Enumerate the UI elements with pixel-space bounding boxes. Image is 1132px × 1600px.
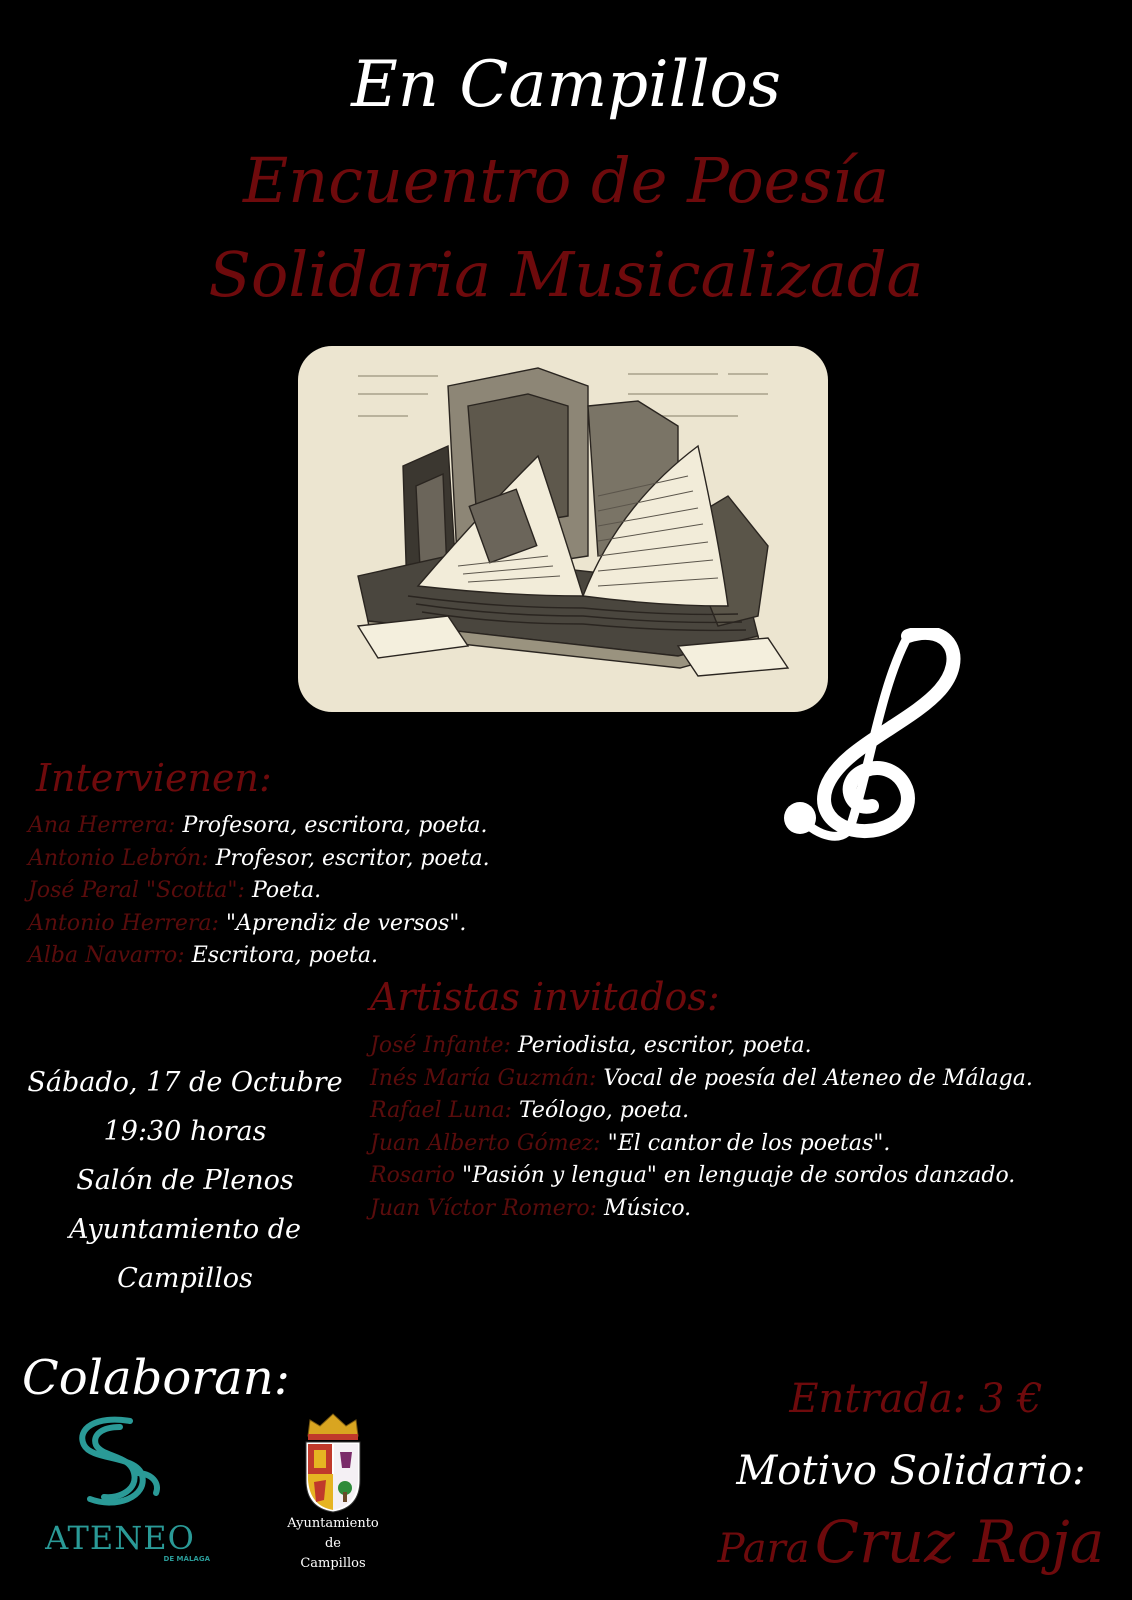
ayuntamiento-line-3: Campillos xyxy=(300,1556,366,1571)
ateneo-name: ATENEO xyxy=(45,1519,195,1557)
cruz-roja-label: Cruz Roja xyxy=(814,1508,1105,1576)
ateneo-symbol-icon xyxy=(26,1415,214,1515)
treble-clef-icon xyxy=(780,628,980,844)
person-name: Alba Navarro: xyxy=(28,943,185,968)
artist-description: "El cantor de los poetas". xyxy=(600,1130,891,1156)
person-name: Ana Herrera: xyxy=(28,813,176,838)
person-name: José Peral "Scotta": xyxy=(28,878,245,903)
artist-description: Vocal de poesía del Ateneo de Málaga. xyxy=(596,1065,1033,1091)
list-item xyxy=(28,810,490,843)
person-description: "Aprendiz de versos". xyxy=(218,910,467,936)
campillos-coat-of-arms-icon xyxy=(300,1410,366,1514)
ateneo-subtitle: DE MÁLAGA xyxy=(163,1555,210,1563)
title-line-2: Encuentro de Poesía xyxy=(243,144,889,217)
cruz-roja-line xyxy=(690,1508,1132,1576)
person-name: Antonio Lebrón: xyxy=(28,845,209,871)
intervienen-list xyxy=(28,810,490,973)
artist-name: Juan Alberto Gómez: xyxy=(370,1130,601,1156)
artist-description: Teólogo, poeta. xyxy=(511,1098,690,1123)
books-illustration xyxy=(298,346,828,712)
open-books-engraving-icon xyxy=(298,346,828,712)
list-item xyxy=(28,875,490,908)
artist-name: Inés María Guzmán: xyxy=(370,1065,597,1091)
title-line-1: En Campillos xyxy=(351,48,781,122)
list-item xyxy=(370,1030,1033,1063)
motivo-solidario: Motivo Solidario: xyxy=(736,1448,1086,1494)
person-description: Poeta. xyxy=(244,878,322,903)
entrada-price: Entrada: 3 € xyxy=(789,1376,1043,1422)
person-description: Profesor, escritor, poeta. xyxy=(208,845,490,871)
event-place-line-1: Salón de Plenos xyxy=(76,1165,294,1196)
list-item xyxy=(28,908,490,941)
artist-name: Juan Víctor Romero: xyxy=(370,1195,597,1221)
artistas-list xyxy=(370,1030,1033,1225)
list-item xyxy=(370,1063,1033,1096)
list-item xyxy=(28,843,490,876)
list-item xyxy=(28,940,490,973)
person-description: Escritora, poeta. xyxy=(184,943,378,968)
artist-name: Rafael Luna: xyxy=(370,1098,512,1123)
artistas-heading: Artistas invitados: xyxy=(370,975,720,1019)
artist-description: "Pasión y lengua" en lenguaje de sordos danzado. xyxy=(455,1163,1016,1188)
ayuntamiento-line-1: Ayuntamiento xyxy=(287,1516,379,1531)
artist-description: Músico. xyxy=(596,1195,692,1221)
intervienen-heading: Intervienen: xyxy=(36,756,272,800)
event-place-line-3: Campillos xyxy=(117,1263,253,1294)
event-info xyxy=(20,1058,350,1303)
ayuntamiento-label xyxy=(270,1514,396,1574)
artist-name: Rosario xyxy=(370,1163,456,1188)
artist-description: Periodista, escritor, poeta. xyxy=(510,1033,812,1058)
ayuntamiento-line-2: de xyxy=(324,1536,341,1551)
list-item xyxy=(370,1095,1033,1128)
event-time: 19:30 horas xyxy=(103,1116,267,1147)
event-place-line-2: Ayuntamiento de xyxy=(69,1214,301,1245)
person-description: Profesora, escritora, poeta. xyxy=(175,813,488,838)
list-item xyxy=(370,1193,1033,1226)
artist-name: José Infante: xyxy=(370,1033,511,1058)
title-line-3: Solidaria Musicalizada xyxy=(208,238,924,311)
person-name: Antonio Herrera: xyxy=(28,910,219,936)
list-item xyxy=(370,1160,1033,1193)
list-item xyxy=(370,1128,1033,1161)
event-date: Sábado, 17 de Octubre xyxy=(27,1067,343,1098)
colaboran-heading: Colaboran: xyxy=(22,1350,290,1406)
para-label: Para xyxy=(717,1526,810,1572)
